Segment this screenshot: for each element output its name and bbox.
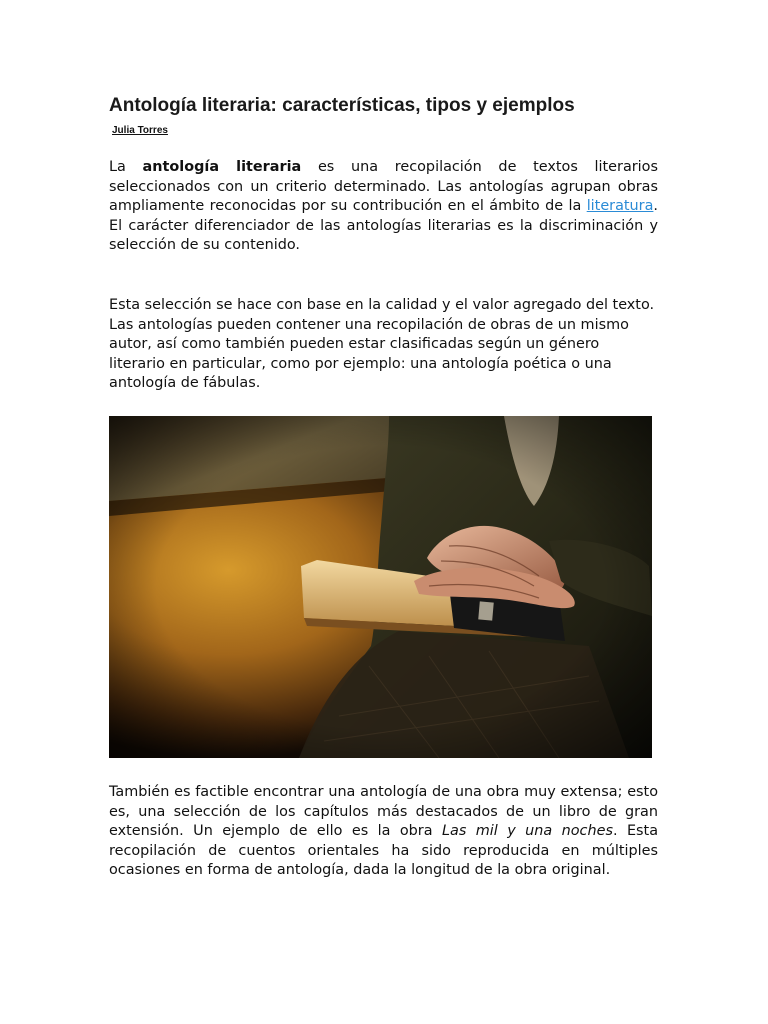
paragraph-intro-text-c: es una recopilación de textos literarios seleccionados con un criterio determinado. Las antologías agrupan obras ampliamente reconocidas por su contribución en el ámbito de la (109, 159, 658, 214)
bold-term: antología literaria (142, 159, 302, 175)
book-hands-photo (109, 416, 652, 758)
paragraph-example-text-c: . Esta recopilación de cuentos orientales ha sido reproducida en múltiples ocasiones en forma de antología, dada la longitud de la obra original. (109, 823, 659, 878)
paragraph-intro-text-a: La (109, 159, 143, 175)
literatura-link[interactable]: literatura (586, 198, 654, 214)
author-name[interactable]: Julia Torres (112, 125, 168, 136)
paragraph-example (109, 783, 658, 881)
paragraph-example-text-a: También es factible encontrar una antología de una obra muy extensa; esto es, una selección de los capítulos más destacados de un libro de gran extensión. Un ejemplo de ello es la obra (109, 784, 658, 839)
paragraph-intro (109, 158, 658, 256)
paragraph-intro-text-d: . El carácter diferenciador de las antologías literarias es la discriminación y selección de su contenido. (109, 198, 658, 253)
italic-book-title: Las mil y una noches (441, 823, 613, 839)
article-title: Antología literaria: características, tipos y ejemplos (109, 95, 575, 116)
paragraph-selection: Esta selección se hace con base en la calidad y el valor agregado del texto. Las antologías pueden contener una recopilación de obras de un mismo autor, así como también pueden estar clasificadas según un género literario en particular, como por ejemplo: una antología poética o una antología de fábulas. (109, 297, 655, 391)
